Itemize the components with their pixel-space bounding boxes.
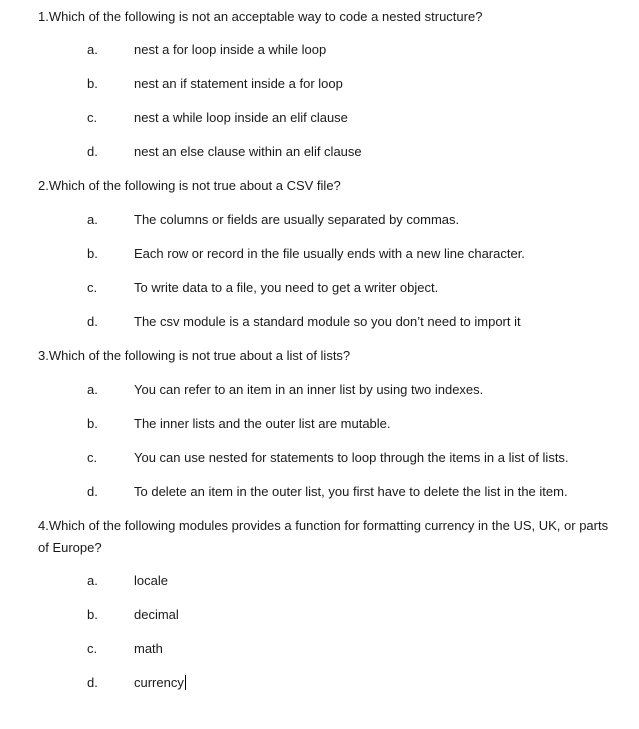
question-1-stem: 1.Which of the following is not an acceptable way to code a nested structure? [38,9,483,24]
question-4-option-a [0,571,600,591]
question-1-option-a [0,40,600,60]
option-letter: a. [87,42,98,57]
option-text: The columns or fields are usually separated by commas. [134,212,460,227]
option-text: nest a for loop inside a while loop [134,42,327,57]
option-text: You can use nested for statements to loop through the items in a list of lists. [134,450,569,465]
option-text: To delete an item in the outer list, you first have to delete the list in the item. [134,484,568,499]
question-2-stem: 2.Which of the following is not true about a CSV file? [38,178,341,193]
question-2-option-c [0,278,600,298]
option-letter: d. [87,314,98,329]
question-3-option-d [0,482,600,502]
option-text: nest an if statement inside a for loop [134,76,343,91]
option-text: To write data to a file, you need to get a writer object. [134,280,439,295]
option-text: You can refer to an item in an inner list by using two indexes. [134,382,484,397]
option-letter: d. [87,675,98,690]
question-4-option-d [0,673,600,693]
option-letter: b. [87,416,98,431]
option-text [134,673,186,693]
option-text-value: currency [134,675,184,690]
option-text: The inner lists and the outer list are mutable. [134,416,391,431]
option-text: nest an else clause within an elif clause [134,144,362,159]
option-letter: c. [87,450,98,465]
option-text: decimal [134,607,179,622]
option-letter: a. [87,212,98,227]
option-text: Each row or record in the file usually ends with a new line character. [134,246,525,261]
question-1-option-d [0,142,600,162]
option-letter: b. [87,607,98,622]
option-letter: c. [87,641,98,656]
question-4-option-c [0,639,600,659]
option-letter: b. [87,246,98,261]
option-text: math [134,641,163,656]
option-text: locale [134,573,168,588]
option-letter: b. [87,76,98,91]
option-letter: a. [87,382,98,397]
option-letter: d. [87,144,98,159]
option-letter: c. [87,110,98,125]
question-4-stem: 4.Which of the following modules provides a function for formatting currency in the US, UK, or parts of Europe? [38,518,609,555]
question-4-option-b [0,605,600,625]
question-1-option-c [0,108,600,128]
text-cursor [185,675,186,690]
question-1-option-b [0,74,600,94]
question-3-option-b [0,414,600,434]
question-3-option-a [0,380,600,400]
option-letter: c. [87,280,98,295]
question-2-option-a [0,210,600,230]
question-2-option-d [0,312,600,332]
option-letter: a. [87,573,98,588]
question-3-stem: 3.Which of the following is not true about a list of lists? [38,348,351,363]
option-text: The csv module is a standard module so you don’t need to import it [134,314,521,329]
option-text: nest a while loop inside an elif clause [134,110,348,125]
question-2-option-b [0,244,600,264]
question-3-option-c [0,448,600,468]
option-letter: d. [87,484,98,499]
